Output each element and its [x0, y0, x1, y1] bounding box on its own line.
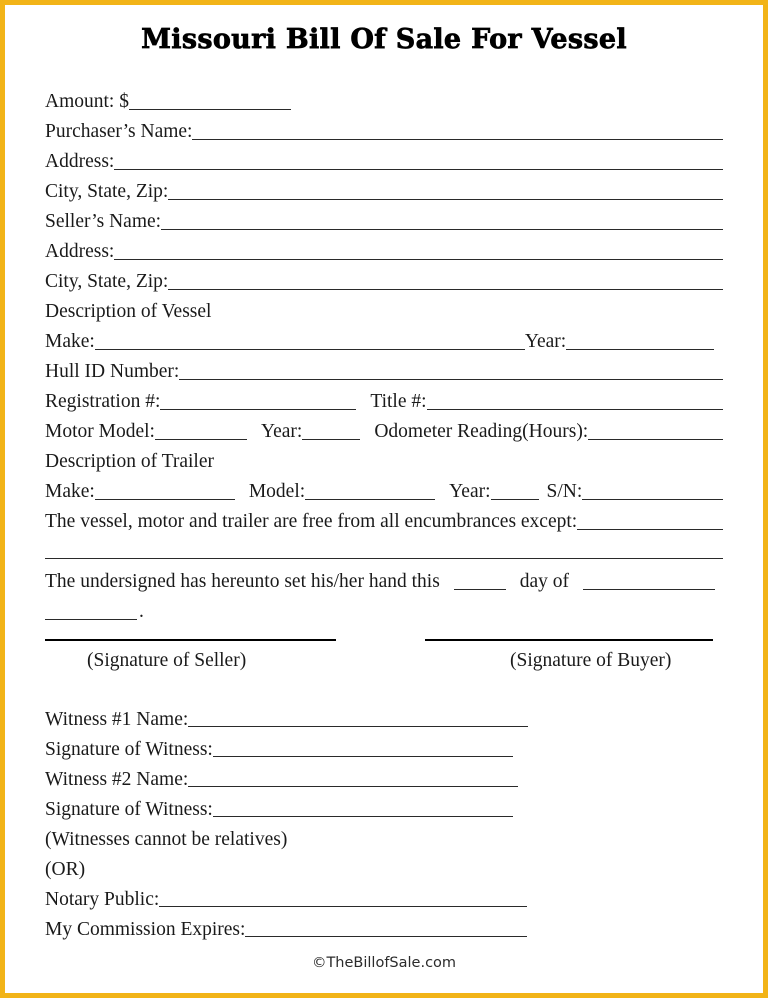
- purchaser-name-label: Purchaser’s Name:: [45, 121, 193, 143]
- vessel-year-blank[interactable]: [566, 349, 714, 350]
- commission-expires-label: My Commission Expires:: [45, 918, 246, 940]
- field-row-commission: [45, 910, 723, 940]
- encumbrances-text: The vessel, motor and trailer are free from all encumbrances except:: [45, 511, 578, 533]
- form-body: [45, 83, 723, 941]
- encumbrances-blank-continued[interactable]: [45, 558, 723, 559]
- purchaser-name-blank[interactable]: [192, 139, 723, 140]
- witness1-signature-blank[interactable]: [213, 756, 513, 757]
- vessel-heading-label: Description of Vessel: [45, 301, 212, 323]
- field-row-amount: [45, 83, 723, 113]
- purchaser-address-label: Address:: [45, 151, 115, 173]
- commission-expires-blank[interactable]: [245, 936, 527, 937]
- buyer-signature-caption: (Signature of Buyer): [510, 649, 672, 671]
- seller-address-blank[interactable]: [114, 259, 723, 260]
- seller-address-label: Address:: [45, 241, 115, 263]
- witness2-signature-blank[interactable]: [213, 816, 513, 817]
- amount-blank[interactable]: [129, 109, 291, 110]
- document-sheet: [5, 5, 763, 993]
- field-row-purchaser-city: [45, 173, 723, 203]
- hull-id-label: Hull ID Number:: [45, 361, 180, 383]
- trailer-sn-label: S/N:: [546, 481, 583, 503]
- field-row-purchaser-name: [45, 113, 723, 143]
- witness-relatives-note: (Witnesses cannot be relatives): [45, 828, 288, 850]
- trailer-model-label: Model:: [248, 481, 306, 503]
- motor-model-label: Motor Model:: [45, 421, 155, 443]
- trailer-make-blank[interactable]: [95, 499, 235, 500]
- seller-signature-line[interactable]: [45, 639, 336, 641]
- registration-label: Registration #:: [45, 391, 161, 413]
- undersigned-day-blank[interactable]: [454, 589, 506, 590]
- field-row-notary: [45, 880, 723, 910]
- buyer-signature-line[interactable]: [425, 639, 713, 641]
- odometer-label: Odometer Reading(Hours):: [374, 421, 589, 443]
- field-row-witness1-signature: [45, 730, 723, 760]
- vessel-year-label: Year:: [524, 331, 567, 353]
- undersigned-month-blank[interactable]: [583, 589, 715, 590]
- signature-lines: [45, 639, 723, 641]
- witness2-name-label: Witness #2 Name:: [45, 768, 189, 790]
- trailer-make-label: Make:: [45, 481, 95, 503]
- trailer-sn-blank[interactable]: [582, 499, 723, 500]
- witness2-name-blank[interactable]: [188, 786, 518, 787]
- field-row-registration-title: [45, 383, 723, 413]
- undersigned-day-of-label: day of: [519, 571, 570, 593]
- title-number-label: Title #:: [370, 391, 427, 413]
- section-heading-trailer: [45, 443, 723, 473]
- seller-city-blank[interactable]: [168, 289, 723, 290]
- notary-public-blank[interactable]: [159, 906, 527, 907]
- signature-block: [45, 639, 723, 671]
- field-row-seller-city: [45, 263, 723, 293]
- or-row: [45, 850, 723, 880]
- field-row-motor: [45, 413, 723, 443]
- seller-name-label: Seller’s Name:: [45, 211, 162, 233]
- field-row-seller-address: [45, 233, 723, 263]
- witness-relatives-note-row: [45, 820, 723, 850]
- field-row-witness2-signature: [45, 790, 723, 820]
- purchaser-address-blank[interactable]: [114, 169, 723, 170]
- motor-year-label: Year:: [260, 421, 303, 443]
- witness1-name-label: Witness #1 Name:: [45, 708, 189, 730]
- trailer-heading-label: Description of Trailer: [45, 451, 214, 473]
- encumbrances-blank[interactable]: [577, 529, 723, 530]
- field-row-trailer: [45, 473, 723, 503]
- motor-model-blank[interactable]: [155, 439, 247, 440]
- field-row-witness1-name: [45, 700, 723, 730]
- amount-label: Amount: $: [45, 91, 129, 113]
- odometer-blank[interactable]: [588, 439, 723, 440]
- section-heading-vessel: [45, 293, 723, 323]
- field-row-hull-id: [45, 353, 723, 383]
- seller-signature-caption: (Signature of Seller): [87, 649, 247, 671]
- vessel-make-blank[interactable]: [95, 349, 525, 350]
- purchaser-city-blank[interactable]: [168, 199, 723, 200]
- field-row-undersigned-continued: [45, 593, 723, 623]
- field-row-purchaser-address: [45, 143, 723, 173]
- seller-city-label: City, State, Zip:: [45, 271, 169, 293]
- field-row-encumbrances-continued: [45, 533, 723, 563]
- notary-public-label: Notary Public:: [45, 888, 160, 910]
- trailer-year-label: Year:: [449, 481, 491, 503]
- registration-blank[interactable]: [160, 409, 356, 410]
- vessel-make-label: Make:: [45, 331, 95, 353]
- purchaser-city-label: City, State, Zip:: [45, 181, 169, 203]
- seller-name-blank[interactable]: [161, 229, 723, 230]
- undersigned-month-blank-continued[interactable]: [45, 619, 137, 620]
- witness-block: [45, 700, 723, 940]
- witness2-signature-label: Signature of Witness:: [45, 798, 213, 820]
- undersigned-text: The undersigned has hereunto set his/her hand this: [45, 571, 440, 593]
- field-row-witness2-name: [45, 760, 723, 790]
- trailer-model-blank[interactable]: [305, 499, 435, 500]
- signature-captions: [45, 651, 723, 671]
- footer-credit: ©TheBillofSale.com: [311, 955, 457, 971]
- witness1-name-blank[interactable]: [188, 726, 528, 727]
- or-label: (OR): [45, 858, 86, 880]
- field-row-undersigned: [45, 563, 723, 593]
- trailer-year-blank[interactable]: [491, 499, 539, 500]
- field-row-seller-name: [45, 203, 723, 233]
- field-row-encumbrances: [45, 503, 723, 533]
- hull-id-blank[interactable]: [179, 379, 723, 380]
- title-number-blank[interactable]: [427, 409, 723, 410]
- field-row-vessel-make-year: [45, 323, 723, 353]
- witness1-signature-label: Signature of Witness:: [45, 738, 213, 760]
- undersigned-period: .: [139, 601, 144, 623]
- page-title: Missouri Bill Of Sale For Vessel: [141, 24, 627, 55]
- motor-year-blank[interactable]: [302, 439, 360, 440]
